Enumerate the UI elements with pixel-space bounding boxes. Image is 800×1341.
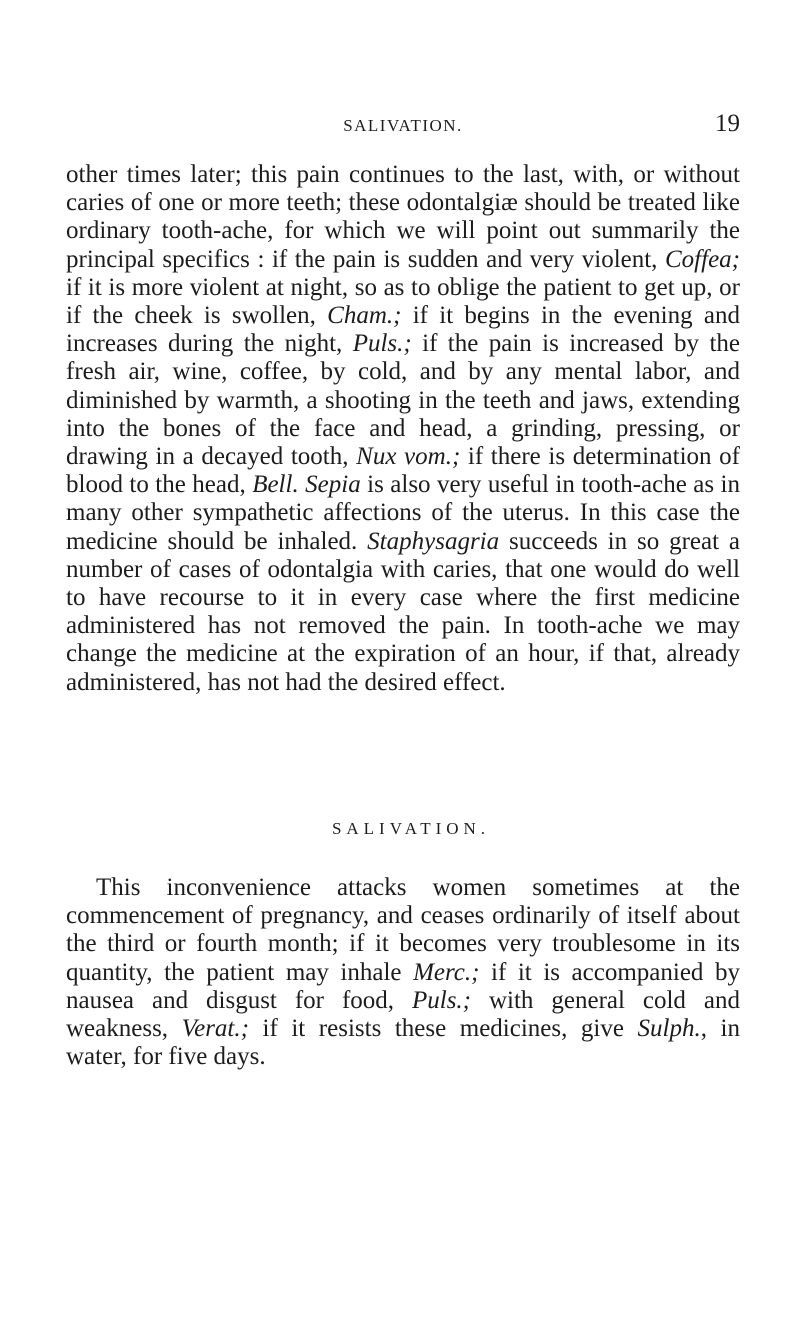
text-run: if it is more violent at night, so as to oblige the patient to get up, or if the cheek is swollen,	[66, 273, 740, 330]
remedy-name: Staphysagria	[367, 527, 500, 555]
running-title: SALIVATION.	[343, 116, 463, 135]
text-run: succeeds in so great a number of cases of odontalgia with caries, that one would do well to have recourse to it in every case where the first medicine administered has not removed the pain. In tooth-ache we may change the medicine at the expiration of an hour, if that, already administered, has not had the desired effect.	[66, 527, 740, 696]
text-run: if the pain is increased by the fresh air, wine, coffee, by cold, and by any mental labor, and diminished by warmth, a shooting in the teeth and jaws, extending into the bones of the face and head, a grinding, pressing, or drawing in a decayed tooth,	[66, 330, 740, 471]
text-run: other times later; this pain continues to the last, with, or without caries of one or more teeth; these odontalgiæ should be treated like ordinary tooth-ache, for which we will point out summarily the principal specifics : if the pain is sudden and very violent,	[66, 161, 740, 273]
remedy-name: Coffea;	[665, 245, 740, 273]
remedy-name: Sepia	[305, 471, 361, 499]
text-run: is also very useful in tooth-ache as in many other sympathetic affections of the uterus. In this case the medicine should be inhaled.	[66, 471, 740, 555]
text-run: , in water, for five days.	[66, 1015, 740, 1071]
body-paragraph-2	[66, 874, 740, 1071]
remedy-name: Cham.;	[327, 302, 402, 330]
running-head	[66, 110, 740, 144]
remedy-name: Verat.;	[181, 1015, 249, 1043]
text-run: This inconvenience attacks women sometimes at the commencement of pregnancy, and ceases ordinarily of itself about the third or fourth month; if it becomes very troublesome in its quantity, the patient may inhale	[66, 874, 740, 986]
remedy-name: Puls.;	[411, 986, 472, 1014]
body-paragraph-1	[66, 161, 740, 697]
remedy-name: Sulph.	[637, 1015, 701, 1043]
text-run: if there is determination of blood to the head,	[66, 443, 741, 499]
remedy-name: Merc.;	[413, 958, 480, 986]
remedy-name: Puls.;	[352, 330, 412, 358]
remedy-name: Nux vom.;	[356, 443, 461, 471]
page-number: 19	[715, 110, 740, 137]
text-run: if it begins in the evening and increases during the night,	[66, 302, 740, 358]
text-run: if it is accompanied by nausea and disgust for food,	[66, 958, 740, 1014]
text-run: if it resists these medicines, give	[248, 1015, 638, 1043]
section-heading: SALIVATION.	[331, 819, 491, 838]
remedy-name: Bell.	[252, 471, 299, 499]
text-run: with general cold and weakness,	[66, 986, 740, 1043]
